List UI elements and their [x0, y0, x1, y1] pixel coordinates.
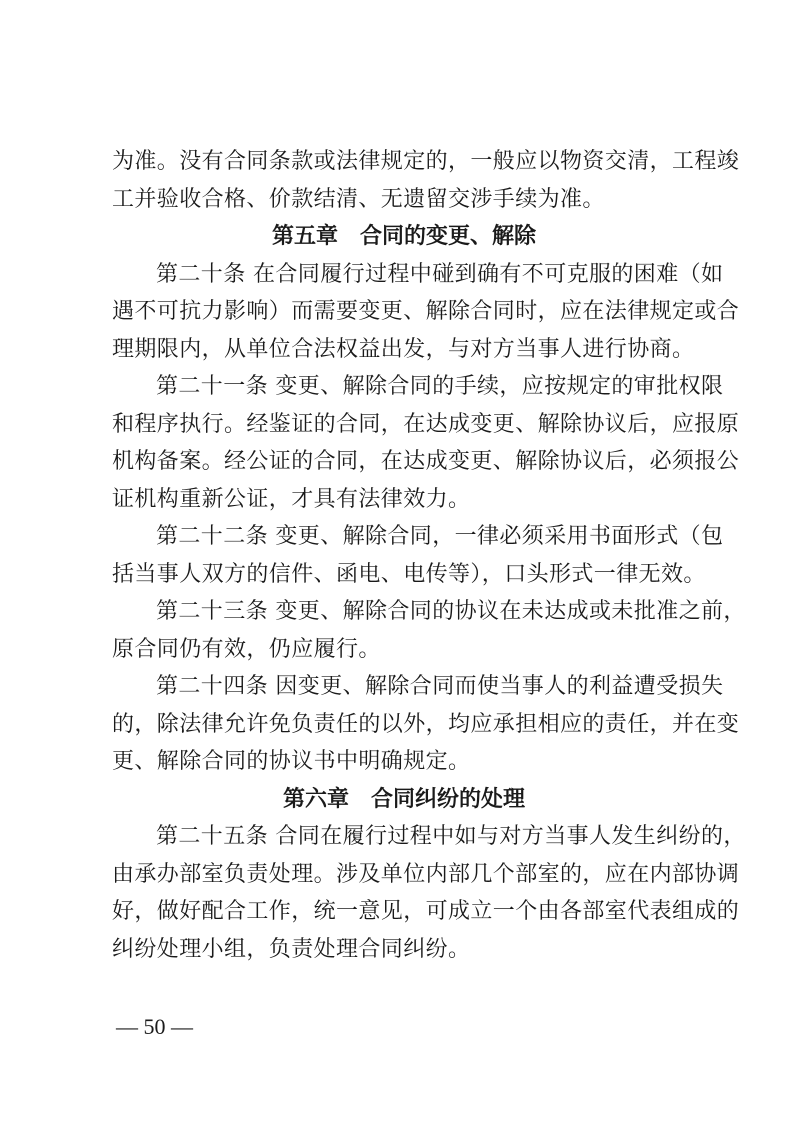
text-line: 理期限内，从单位合法权益出发，与对方当事人进行协商。: [112, 336, 695, 362]
text-line: 第二十五条 合同在履行过程中如与对方当事人发生纠纷的，: [156, 824, 746, 849]
text-line: 遇不可抗力影响）而需要变更、解除合同时，应在法律规定或合: [112, 299, 740, 324]
text-line: 第二十二条 变更、解除合同，一律必须采用书面形式（包: [156, 524, 724, 549]
paragraph: [112, 593, 746, 668]
text-line: 括当事人双方的信件、函电、电传等），口头形式一律无效。: [112, 561, 706, 587]
text-line: 第二十条 在合同履行过程中碰到确有不可克服的困难（如: [156, 261, 724, 287]
chapter-heading: 第六章 合同纠纷的处理: [282, 786, 525, 812]
text-line: 第二十三条 变更、解除合同的协议在未达成或未批准之前，: [156, 599, 746, 624]
page-number: — 50 —: [116, 1014, 193, 1039]
text-line: 纠纷处理小组，负责处理合同纠纷。: [112, 936, 471, 962]
text-line: 和程序执行。经鉴证的合同，在达成变更、解除协议后，应报原: [112, 411, 740, 437]
text-line: 为准。没有合同条款或法律规定的，一般应以物资交清，工程竣: [112, 149, 740, 174]
chapter-heading: 第五章 合同的变更、解除: [271, 224, 536, 249]
paragraph: [112, 518, 724, 593]
paragraph: [112, 143, 740, 218]
paragraph: [112, 256, 740, 369]
paragraph: [112, 818, 746, 968]
text-line: 好，做好配合工作，统一意见，可成立一个由各部室代表组成的: [112, 899, 740, 924]
document-body: [112, 143, 746, 968]
text-line: 第二十一条 变更、解除合同的手续，应按规定的审批权限: [156, 374, 724, 399]
text-line: 由承办部室负责处理。涉及单位内部几个部室的，应在内部协调: [112, 861, 740, 887]
text-line: 工并验收合格、价款结清、无遗留交涉手续为准。: [112, 186, 605, 212]
text-line: 原合同仍有效，仍应履行。: [112, 636, 381, 662]
text-line: 的，除法律允许免负责任的以外，均应承担相应的责任，并在变: [112, 711, 740, 737]
paragraph: [112, 668, 740, 781]
paragraph: [112, 368, 740, 518]
text-line: 第二十四条 因变更、解除合同而使当事人的利益遭受损失: [156, 674, 724, 699]
text-line: 证机构重新公证，才具有法律效力。: [112, 486, 471, 512]
text-line: 更、解除合同的协议书中明确规定。: [112, 749, 471, 774]
text-line: 机构备案。经公证的合同，在达成变更、解除协议后，必须报公: [112, 449, 740, 474]
